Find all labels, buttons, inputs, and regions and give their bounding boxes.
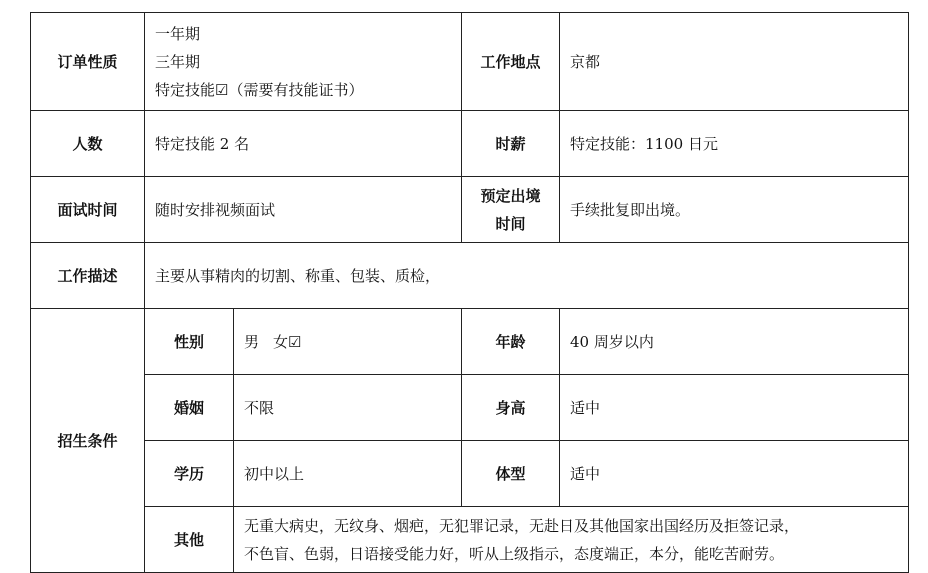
marital-label: 婚姻: [145, 375, 234, 441]
headcount-value: 特定技能 2 名: [145, 111, 462, 177]
row-headcount: [31, 111, 909, 177]
job-description-value: 主要从事精肉的切割、称重、包装、质检，: [145, 243, 909, 309]
height-value: 适中: [560, 375, 909, 441]
gender-label: 性别: [145, 309, 234, 375]
other-line-2: 不色盲、色弱，日语接受能力好，听从上级指示，态度端正，本分，能吃苦耐劳。: [244, 544, 785, 563]
body-type-value: 适中: [560, 441, 909, 507]
body-type-label: 体型: [462, 441, 560, 507]
row-gender-age: [31, 309, 909, 375]
departure-time-label-line-2: 时间: [495, 214, 526, 233]
gender-male: 男: [244, 333, 260, 351]
work-location-label: 工作地点: [462, 13, 560, 111]
order-type-options: [145, 13, 462, 111]
age-label: 年龄: [462, 309, 560, 375]
departure-time-label-line-1: 预定出境: [480, 186, 541, 205]
order-type-option-3: 特定技能☑（需要有技能证书）: [155, 80, 364, 99]
row-marital-height: [31, 375, 909, 441]
other-value: [234, 507, 909, 573]
other-label: 其他: [145, 507, 234, 573]
height-label: 身高: [462, 375, 560, 441]
row-interview: [31, 177, 909, 243]
requirements-label: 招生条件: [31, 309, 145, 573]
order-type-label: 订单性质: [31, 13, 145, 111]
row-order-type: [31, 13, 909, 111]
row-other: [31, 507, 909, 573]
gender-female: 女☑: [273, 333, 302, 351]
other-line-1: 无重大病史，无纹身、烟疤，无犯罪记录，无赴日及其他国家出国经历及拒签记录，: [244, 516, 800, 535]
job-description-label: 工作描述: [31, 243, 145, 309]
order-type-option-2: 三年期: [155, 52, 201, 71]
hourly-wage-label: 时薪: [462, 111, 560, 177]
job-info-table: [30, 12, 909, 573]
work-location-value: 京都: [560, 13, 909, 111]
row-job-description: [31, 243, 909, 309]
marital-value: 不限: [234, 375, 462, 441]
gender-value: [234, 309, 462, 375]
headcount-label: 人数: [31, 111, 145, 177]
row-education-body: [31, 441, 909, 507]
age-value: 40 周岁以内: [560, 309, 909, 375]
interview-time-label: 面试时间: [31, 177, 145, 243]
order-type-option-1: 一年期: [155, 24, 201, 43]
departure-time-label: [462, 177, 560, 243]
education-value: 初中以上: [234, 441, 462, 507]
education-label: 学历: [145, 441, 234, 507]
hourly-wage-value: 特定技能：1100 日元: [560, 111, 909, 177]
interview-time-value: 随时安排视频面试: [145, 177, 462, 243]
departure-time-value: 手续批复即出境。: [560, 177, 909, 243]
